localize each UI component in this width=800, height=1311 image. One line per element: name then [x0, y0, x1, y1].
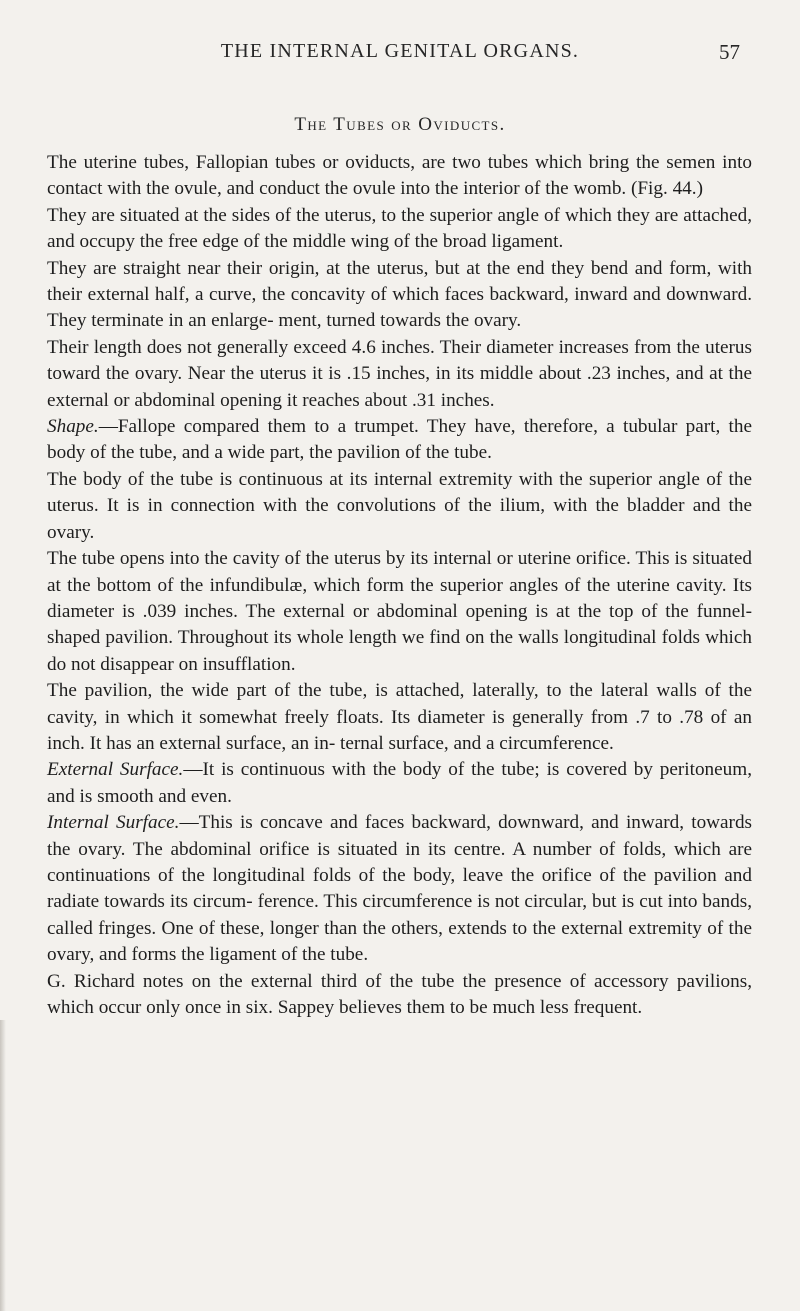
section-title: The Tubes or Oviducts. — [294, 114, 506, 135]
paragraph-text: They are situated at the sides of the uterus, to the superior angle of which they are attached, and occupy the free edge of the middle wing of the broad ligament. — [47, 204, 752, 253]
paragraph — [47, 203, 752, 256]
paragraph-text: —Fallope compared them to a trumpet. They have, therefore, a tubular part, the body of the tube, and a wide part, the pavilion of the tube. — [47, 416, 752, 464]
paragraph — [47, 150, 752, 203]
paragraph — [47, 546, 752, 678]
page-edge-shadow — [0, 1020, 6, 1311]
paragraph-label: External Surface. — [47, 759, 184, 781]
running-head — [0, 40, 800, 70]
paragraph-text: G. Richard notes on the external third of the tube the presence of accessory pavilions, which occur only once in six. Sappey believes them to be much less frequent. — [47, 970, 752, 1018]
paragraph — [47, 467, 752, 546]
paragraph-label: Internal Surface. — [47, 812, 180, 834]
body-text — [47, 150, 752, 1021]
paragraph-text: They are straight near their origin, at the uterus, but at the end they bend and form, with their external half, a curve, the concavity of which faces backward, inward and downward. They terminate in an enlarge- ment, turned towards the ovary. — [47, 257, 752, 332]
paragraph-text: The uterine tubes, Fallopian tubes or oviducts, are two tubes which bring the semen into contact with the ovule, and conduct the ovule into the interior of the womb. (Fig. 44.) — [47, 152, 752, 200]
paragraph — [47, 678, 752, 757]
paragraph-text: Their length does not generally exceed 4.6 inches. Their diameter increases from the uterus toward the ovary. Near the uterus it is .15 inches, in its middle about .23 inches, and at the external or abdominal opening it reaches about .31 inches. — [47, 336, 752, 411]
paragraph-text: —This is concave and faces backward, downward, and inward, towards the ovary. The abdominal orifice is situated in its centre. A number of folds, which are continuations of the longitudinal folds of the body, leave the orifice of the pavilion and radiate towards its circum- ference. This circumference is not circular, but is cut into bands, called fringes. One of these, longer than the others, extends to the external extremity of the ovary, and forms the ligament of the tube. — [47, 812, 752, 966]
paragraph — [47, 256, 752, 335]
paragraph-text: The pavilion, the wide part of the tube, is attached, laterally, to the lateral walls of the cavity, in which it somewhat freely floats. Its diameter is generally from .7 to .78 of an inch. It has an external surface, an in- ternal surface, and a circumference. — [47, 680, 752, 754]
paragraph-external-surface — [47, 757, 752, 810]
paragraph-text: The body of the tube is continuous at its internal extremity with the superior angle of the uterus. It is in connection with the convolutions of the ilium, with the bladder and the ovary. — [47, 468, 752, 543]
paragraph-shape — [47, 414, 752, 467]
paragraph-label: Shape. — [47, 416, 99, 438]
paragraph-internal-surface — [47, 810, 752, 968]
paragraph — [47, 335, 752, 414]
paragraph-text: —It is continuous with the body of the tube; is covered by peritoneum, and is smooth and even. — [47, 759, 752, 807]
page-number: 57 — [719, 40, 740, 64]
running-title: THE INTERNAL GENITAL ORGANS. — [220, 40, 580, 62]
paragraph-text: The tube opens into the cavity of the uterus by its internal or uterine orifice. This is situated at the bottom of the infundibulæ, which form the superior angles of the uterine cavity. Its diameter is .039 inches. The external or abdominal opening is at the top of the funnel-shaped pavilion. Throughout its whole length we find on the walls longitudinal folds which do not disappear on insufflation. — [47, 548, 752, 675]
paragraph — [47, 969, 752, 1022]
